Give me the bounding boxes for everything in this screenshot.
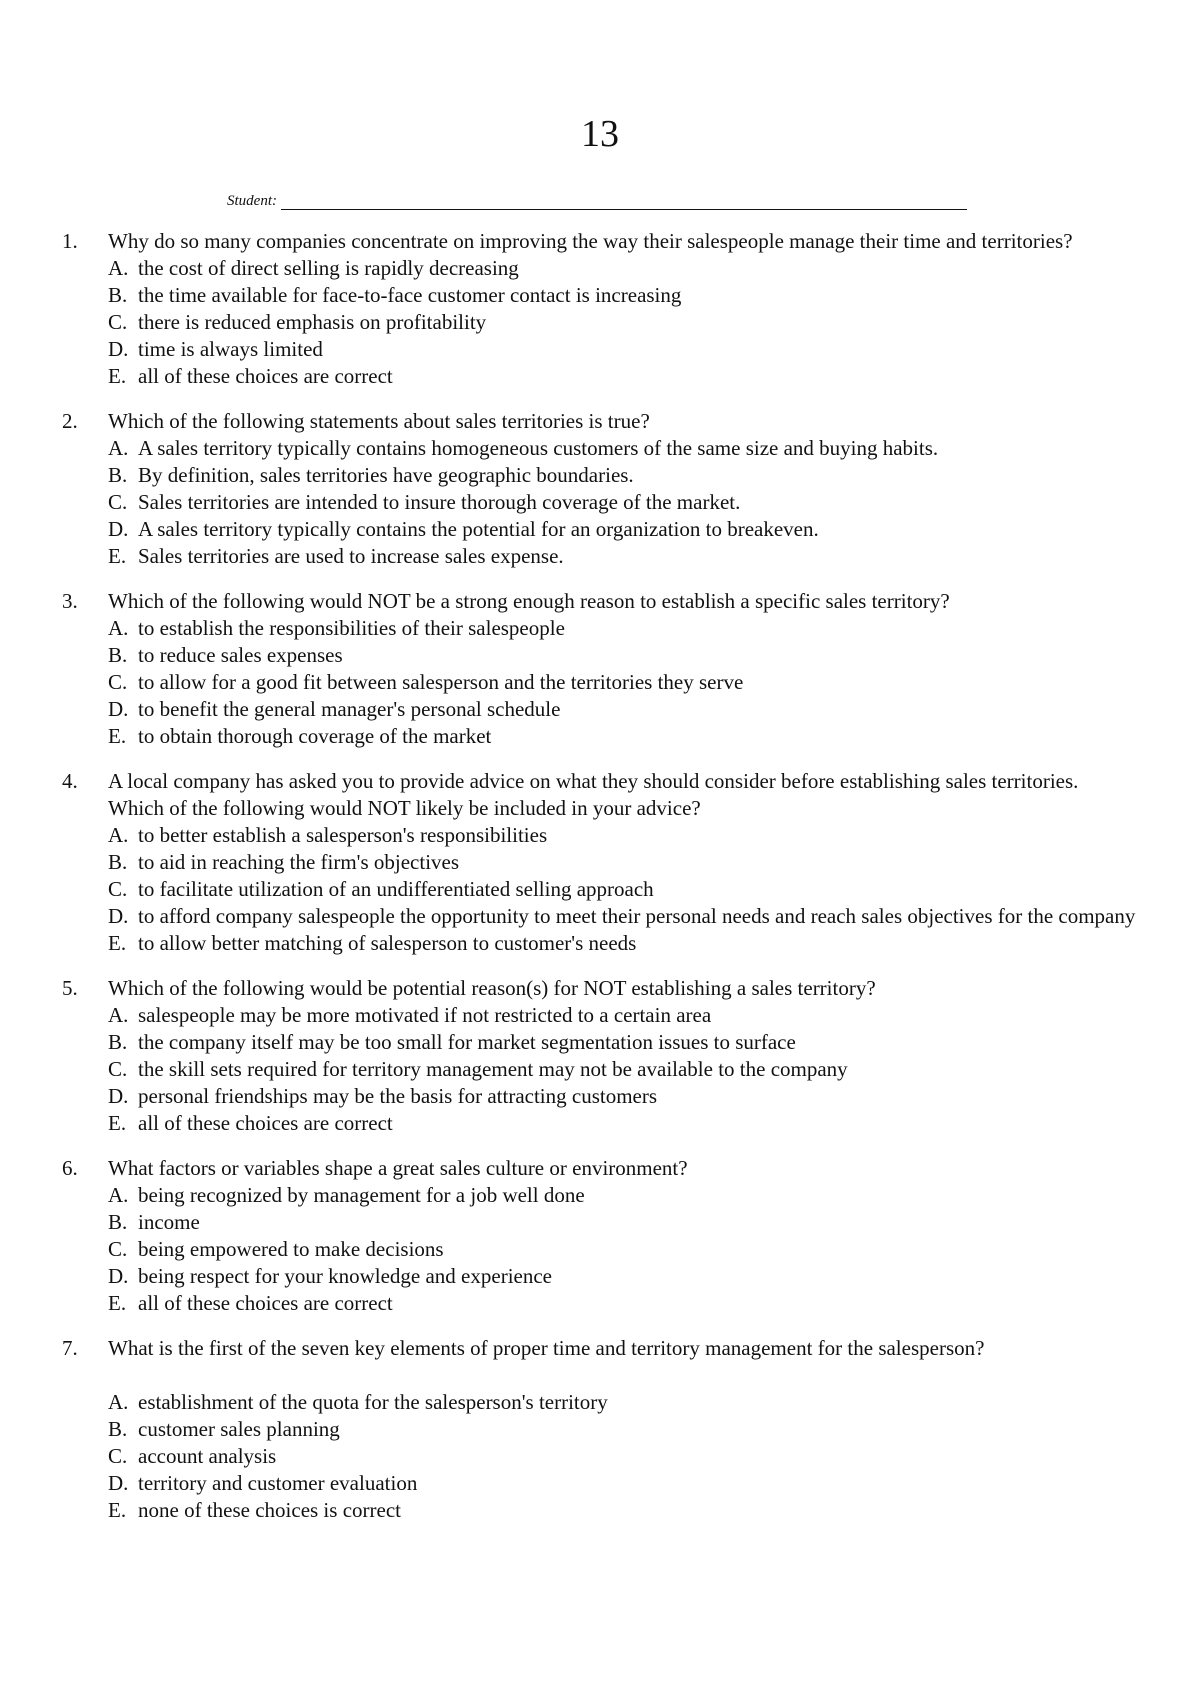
question-text: Which of the following would be potential reason(s) for NOT establishing a sales territory? — [108, 976, 876, 1000]
option-text: being respect for your knowledge and experience — [138, 1264, 552, 1288]
answer-option-e[interactable] — [108, 1497, 1138, 1524]
answer-option-d[interactable] — [108, 1083, 1138, 1110]
option-letter: A. — [108, 616, 129, 640]
blank-line — [0, 1362, 1200, 1389]
option-text: to obtain thorough coverage of the market — [138, 724, 492, 748]
option-text: salespeople may be more motivated if not restricted to a certain area — [138, 1003, 712, 1027]
question-text: What factors or variables shape a great sales culture or environment? — [108, 1156, 688, 1180]
answer-options — [108, 255, 1138, 390]
option-letter: C. — [108, 310, 128, 334]
answer-option-e[interactable] — [108, 363, 1138, 390]
question-text: What is the first of the seven key elements of proper time and territory management for the salesperson? — [108, 1336, 985, 1360]
option-letter: C. — [108, 877, 128, 901]
answer-options — [108, 1389, 1138, 1524]
question-2 — [0, 408, 1200, 570]
answer-option-b[interactable] — [108, 1029, 1138, 1056]
question-number: 1. — [62, 229, 78, 253]
answer-option-c[interactable] — [108, 876, 1138, 903]
answer-options — [108, 1182, 1138, 1317]
option-text: the cost of direct selling is rapidly decreasing — [138, 256, 519, 280]
answer-option-c[interactable] — [108, 1056, 1138, 1083]
option-letter: D. — [108, 1471, 129, 1495]
question-5 — [0, 975, 1200, 1137]
option-text: being recognized by management for a job well done — [138, 1183, 585, 1207]
option-letter: A. — [108, 436, 129, 460]
answer-option-c[interactable] — [108, 669, 1138, 696]
answer-options — [108, 822, 1138, 957]
answer-option-c[interactable] — [108, 1443, 1138, 1470]
option-text: A sales territory typically contains homogeneous customers of the same size and buying habits. — [138, 436, 939, 460]
answer-option-a[interactable] — [108, 435, 1138, 462]
option-text: to afford company salespeople the opportunity to meet their personal needs and reach sales objectives for the company — [138, 904, 1136, 928]
question-text: Which of the following would NOT be a strong enough reason to establish a specific sales territory? — [108, 589, 950, 613]
answer-option-a[interactable] — [108, 1389, 1138, 1416]
question-number: 7. — [62, 1336, 78, 1360]
answer-option-a[interactable] — [108, 255, 1138, 282]
option-text: time is always limited — [138, 337, 323, 361]
option-letter: A. — [108, 1003, 129, 1027]
option-letter: E. — [108, 544, 127, 568]
answer-option-b[interactable] — [108, 282, 1138, 309]
option-letter: B. — [108, 463, 128, 487]
option-text: to reduce sales expenses — [138, 643, 343, 667]
option-text: there is reduced emphasis on profitability — [138, 310, 487, 334]
option-text: all of these choices are correct — [138, 1291, 393, 1315]
question-list — [0, 228, 1200, 1542]
answer-option-e[interactable] — [108, 543, 1138, 570]
option-text: A sales territory typically contains the potential for an organization to breakeven. — [138, 517, 819, 541]
option-text: the company itself may be too small for market segmentation issues to surface — [138, 1030, 796, 1054]
answer-option-d[interactable] — [108, 1263, 1138, 1290]
answer-option-e[interactable] — [108, 723, 1138, 750]
answer-option-b[interactable] — [108, 1416, 1138, 1443]
option-letter: E. — [108, 1291, 127, 1315]
option-text: to establish the responsibilities of their salespeople — [138, 616, 565, 640]
option-letter: E. — [108, 364, 127, 388]
option-text: all of these choices are correct — [138, 364, 393, 388]
answer-options — [108, 615, 1138, 750]
question-3 — [0, 588, 1200, 750]
answer-option-d[interactable] — [108, 336, 1138, 363]
option-letter: A. — [108, 256, 129, 280]
answer-options — [108, 1002, 1138, 1137]
question-4 — [0, 768, 1200, 957]
option-text: to facilitate utilization of an undifferentiated selling approach — [138, 877, 654, 901]
answer-option-d[interactable] — [108, 903, 1138, 930]
option-letter: A. — [108, 1390, 129, 1414]
answer-option-b[interactable] — [108, 849, 1138, 876]
option-letter: B. — [108, 283, 128, 307]
student-label: Student: — [227, 193, 277, 209]
answer-option-e[interactable] — [108, 930, 1138, 957]
option-letter: E. — [108, 724, 127, 748]
question-text: Which of the following statements about sales territories is true? — [108, 409, 650, 433]
option-text: none of these choices is correct — [138, 1498, 401, 1522]
option-letter: D. — [108, 697, 129, 721]
answer-option-e[interactable] — [108, 1290, 1138, 1317]
answer-option-a[interactable] — [108, 615, 1138, 642]
answer-option-b[interactable] — [108, 462, 1138, 489]
option-letter: C. — [108, 490, 128, 514]
answer-option-a[interactable] — [108, 822, 1138, 849]
option-letter: C. — [108, 670, 128, 694]
option-text: By definition, sales territories have geographic boundaries. — [138, 463, 634, 487]
option-letter: B. — [108, 850, 128, 874]
chapter-number: 13 — [581, 113, 619, 155]
answer-option-c[interactable] — [108, 309, 1138, 336]
option-text: all of these choices are correct — [138, 1111, 393, 1135]
option-letter: C. — [108, 1237, 128, 1261]
question-6 — [0, 1155, 1200, 1317]
option-text: income — [138, 1210, 200, 1234]
option-text: the skill sets required for territory management may not be available to the company — [138, 1057, 848, 1081]
option-letter: E. — [108, 931, 127, 955]
option-letter: D. — [108, 517, 129, 541]
option-text: account analysis — [138, 1444, 277, 1468]
answer-option-d[interactable] — [108, 516, 1138, 543]
option-text: to benefit the general manager's personal schedule — [138, 697, 561, 721]
answer-option-b[interactable] — [108, 642, 1138, 669]
question-number: 3. — [62, 589, 78, 613]
answer-option-a[interactable] — [108, 1182, 1138, 1209]
answer-option-b[interactable] — [108, 1209, 1138, 1236]
question-number: 5. — [62, 976, 78, 1000]
option-letter: B. — [108, 1030, 128, 1054]
option-letter: E. — [108, 1498, 127, 1522]
option-letter: D. — [108, 337, 129, 361]
option-letter: B. — [108, 643, 128, 667]
question-text: A local company has asked you to provide advice on what they should consider before establishing sales territories. Which of the following would NOT likely be included in your advice? — [108, 769, 1079, 820]
answer-option-e[interactable] — [108, 1110, 1138, 1137]
option-text: to aid in reaching the firm's objectives — [138, 850, 460, 874]
option-text: Sales territories are intended to insure thorough coverage of the market. — [138, 490, 741, 514]
question-number: 4. — [62, 769, 78, 793]
answer-options — [108, 435, 1138, 570]
option-letter: B. — [108, 1417, 128, 1441]
question-number: 2. — [62, 409, 78, 433]
option-letter: A. — [108, 1183, 129, 1207]
option-letter: D. — [108, 1084, 129, 1108]
option-text: to better establish a salesperson's responsibilities — [138, 823, 548, 847]
option-letter: A. — [108, 823, 129, 847]
answer-option-c[interactable] — [108, 489, 1138, 516]
option-text: establishment of the quota for the salesperson's territory — [138, 1390, 608, 1414]
option-letter: E. — [108, 1111, 127, 1135]
answer-option-d[interactable] — [108, 1470, 1138, 1497]
option-text: customer sales planning — [138, 1417, 340, 1441]
option-text: to allow better matching of salesperson to customer's needs — [138, 931, 637, 955]
option-text: territory and customer evaluation — [138, 1471, 418, 1495]
option-text: to allow for a good fit between salesperson and the territories they serve — [138, 670, 744, 694]
student-name-line — [227, 186, 967, 210]
option-letter: B. — [108, 1210, 128, 1234]
option-text: the time available for face-to-face customer contact is increasing — [138, 283, 682, 307]
option-letter: D. — [108, 904, 129, 928]
option-text: personal friendships may be the basis for attracting customers — [138, 1084, 658, 1108]
question-text: Why do so many companies concentrate on improving the way their salespeople manage their time and territories? — [108, 229, 1073, 253]
option-text: Sales territories are used to increase sales expense. — [138, 544, 564, 568]
answer-option-d[interactable] — [108, 696, 1138, 723]
option-letter: C. — [108, 1057, 128, 1081]
option-letter: D. — [108, 1264, 129, 1288]
option-letter: C. — [108, 1444, 128, 1468]
question-number: 6. — [62, 1156, 78, 1180]
question-7 — [0, 1335, 1200, 1524]
student-name-blank[interactable] — [281, 194, 967, 210]
question-1 — [0, 228, 1200, 390]
answer-option-a[interactable] — [108, 1002, 1138, 1029]
option-text: being empowered to make decisions — [138, 1237, 444, 1261]
answer-option-c[interactable] — [108, 1236, 1138, 1263]
